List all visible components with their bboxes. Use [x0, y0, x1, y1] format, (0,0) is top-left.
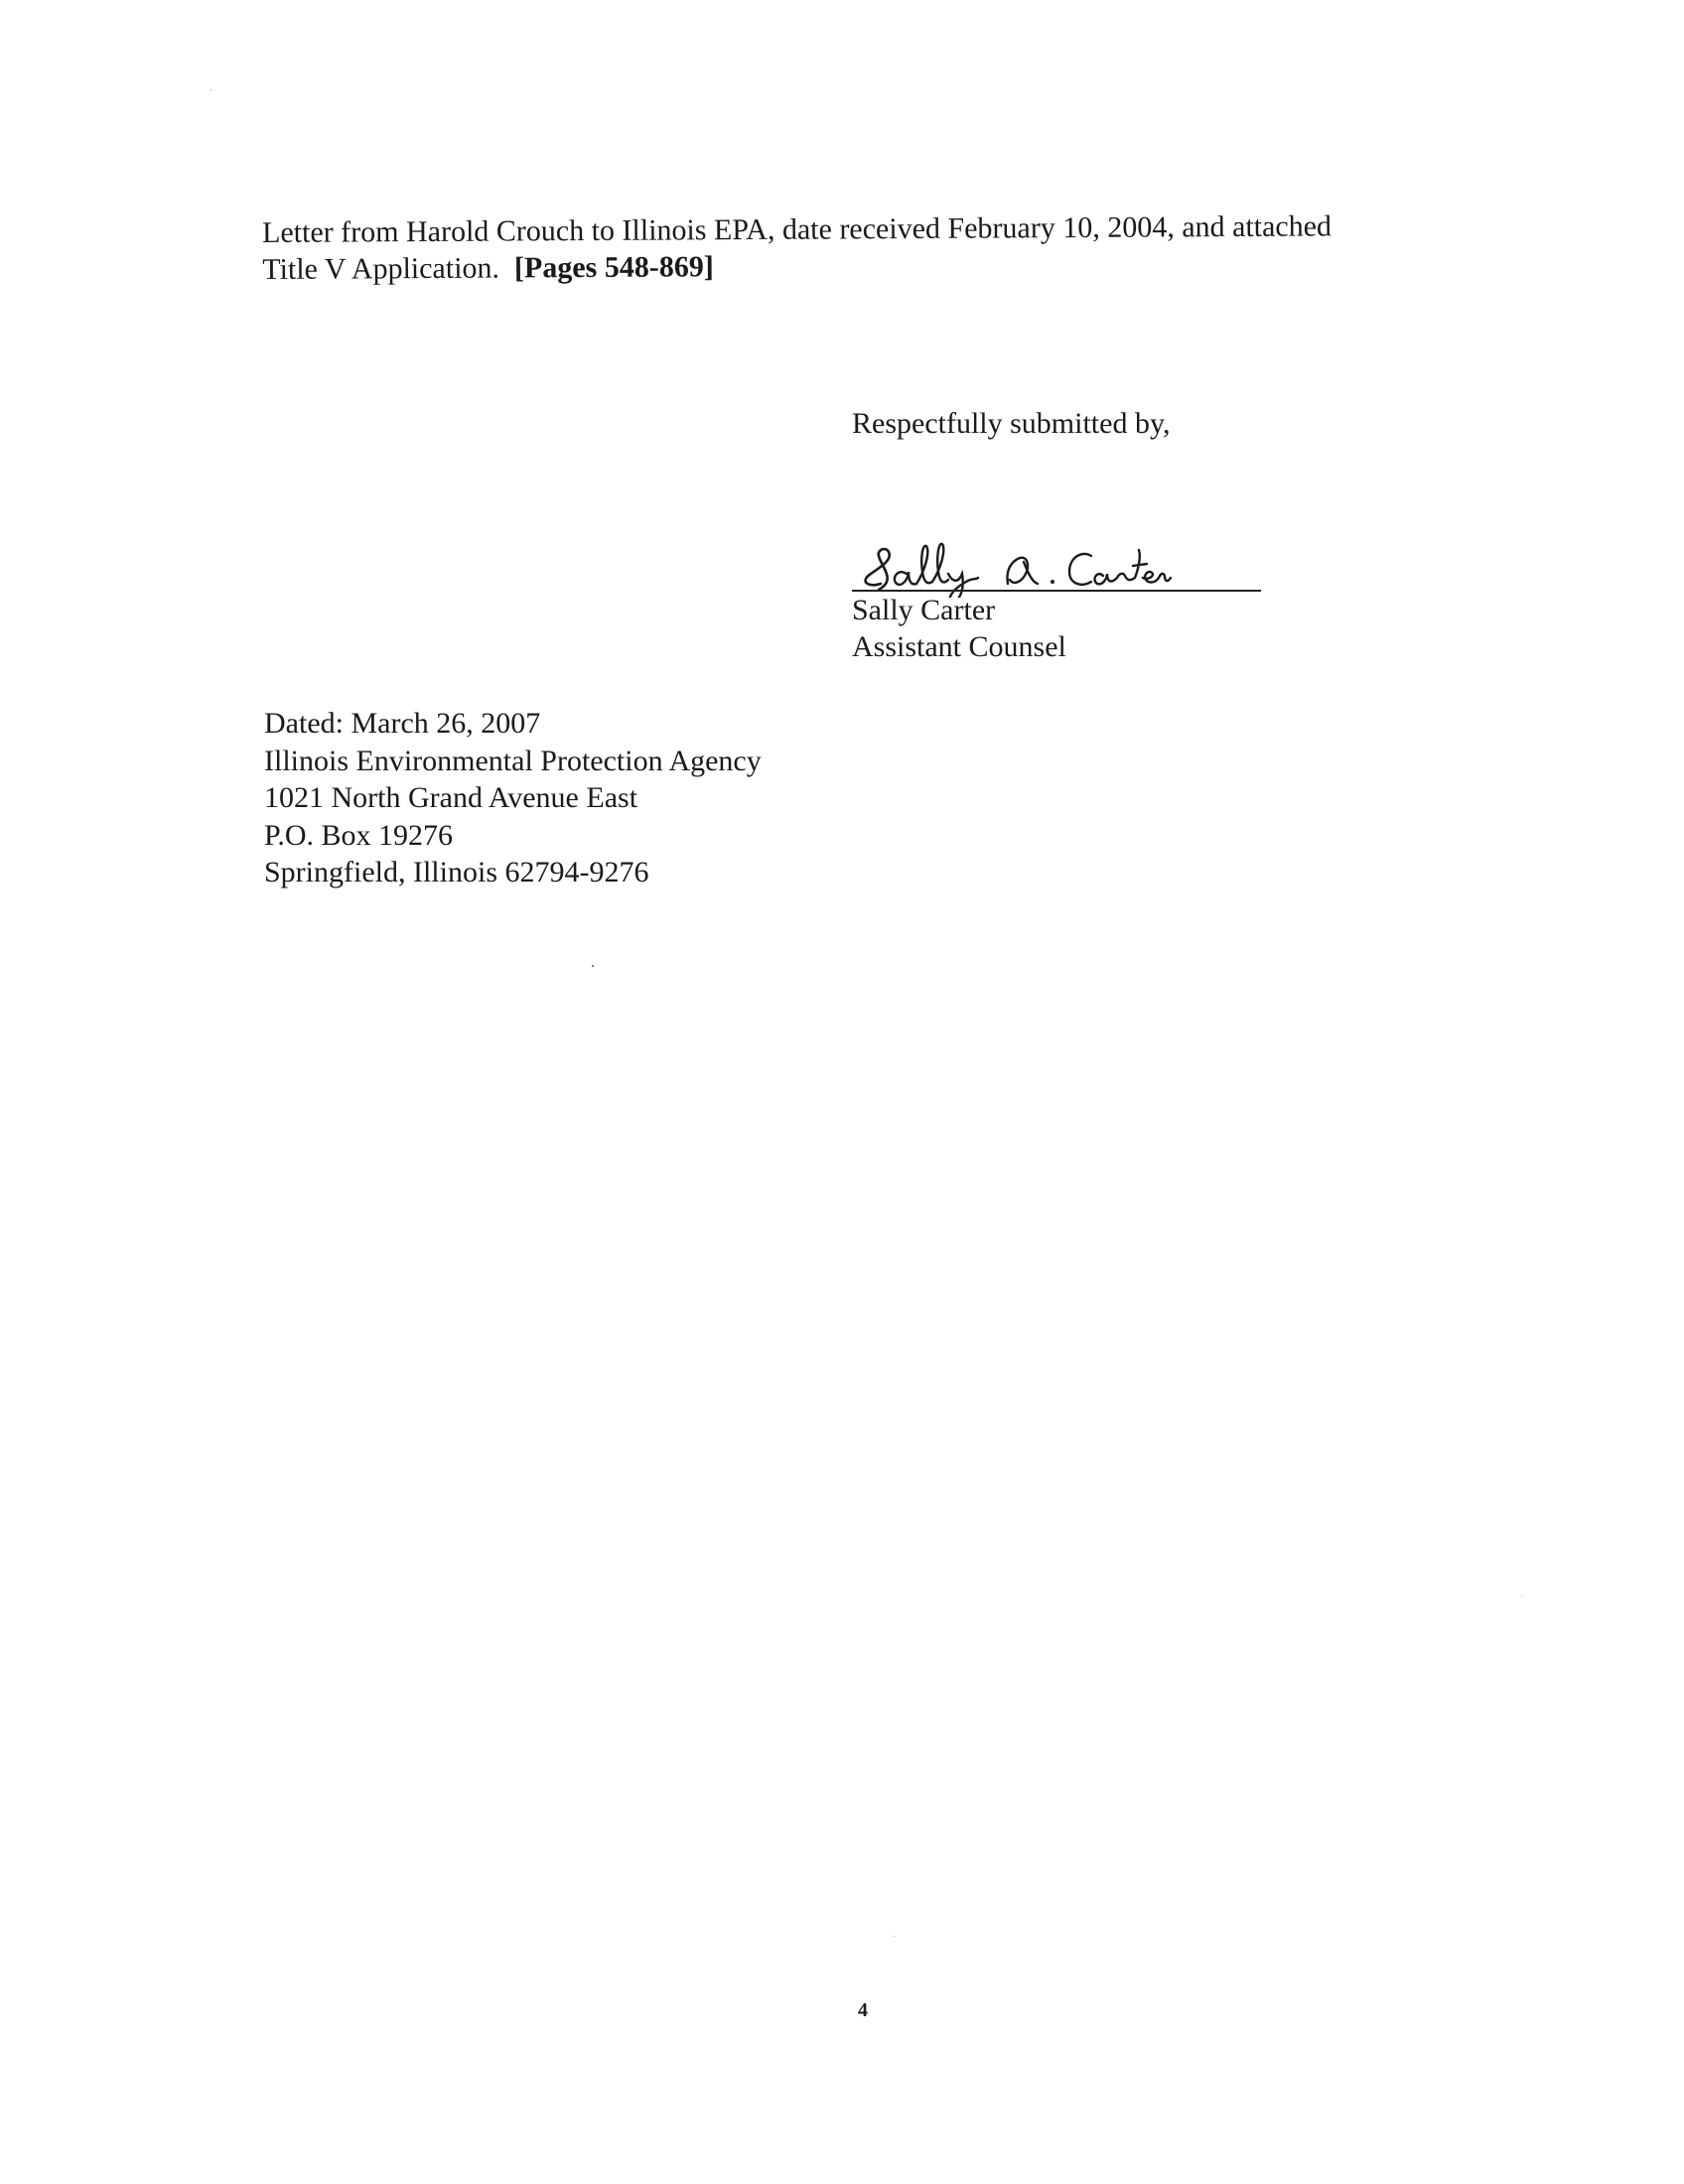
city-state-zip: Springfield, Illinois 62794-9276: [264, 856, 649, 888]
signer-block: [852, 592, 1066, 665]
address-block: [264, 705, 762, 891]
scan-speck: [592, 965, 594, 967]
dated-line: Dated: March 26, 2007: [264, 707, 541, 740]
intro-paragraph: [262, 207, 1454, 288]
scan-speck: [1521, 1596, 1522, 1597]
signer-title: Assistant Counsel: [852, 630, 1066, 663]
scan-speck: [894, 1936, 895, 1937]
intro-line-2: [262, 244, 1454, 288]
handwritten-signature: [849, 528, 1266, 598]
page-number: 4: [858, 1999, 868, 2021]
po-box: P.O. Box 19276: [264, 818, 454, 852]
closing-salutation: Respectfully submitted by,: [852, 407, 1171, 440]
scan-speck: [210, 89, 211, 90]
signer-name: Sally Carter: [852, 594, 996, 626]
street-address: 1021 North Grand Avenue East: [264, 781, 638, 814]
page-range-reference: [Pages 548-869]: [513, 250, 714, 285]
intro-line-2-text: Title V Application.: [262, 251, 500, 286]
agency-name: Illinois Environmental Protection Agency: [264, 744, 762, 777]
intro-line-1: Letter from Harold Crouch to Illinois EPA, date received February 10, 2004, and attached: [262, 209, 1333, 249]
